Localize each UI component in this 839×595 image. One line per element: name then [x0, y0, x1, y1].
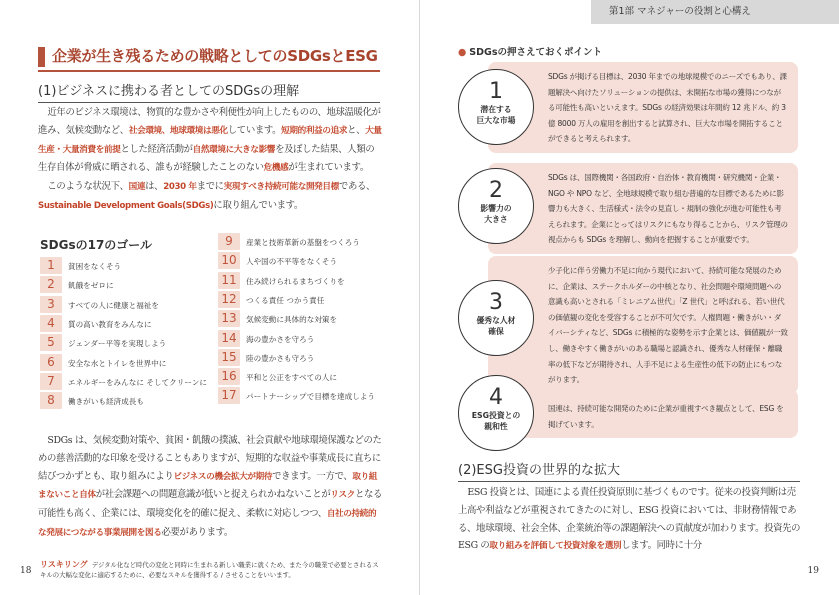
text-run: と、: [347, 124, 366, 136]
text-run: ESG 投資とは、国連による責任投資原則に基づくものです。従来の投資判断は売上高や利益などが重視されてきたのに対し、ESG 投資においては、非財務情報である、地球環境、社会全体、企業統治等の課題解決への貢献度が加わります。投資先の ESG の: [458, 487, 801, 552]
point-number: 1: [489, 79, 503, 104]
goal-number: 15: [218, 349, 240, 366]
goal-label: 安全な水とトイレを世界中に: [68, 358, 167, 368]
highlight: 2030 年: [163, 182, 197, 193]
points-heading: [458, 44, 602, 58]
point-text-box: SDGs は、国際機関・各国政府・自治体・教育機関・研究機関・企業・NGO や NPO など、全地球規模で取り組む普遍的な目標であるために影響力も大きく、生活様式・法令の見直し・規制の強化が進む可能性も考えられます。企業にとってはリスクにもなり得ることから、リスク管理の視点からも SDGs を理解し、動向を把握することが重要です。: [488, 163, 798, 254]
goal-label: つくる責任 つかう責任: [246, 295, 325, 305]
goal-number: 5: [40, 334, 62, 351]
point-label-line: 優秀な人材: [476, 316, 516, 325]
goal-number: 9: [218, 233, 240, 250]
goal-label: すべての人に健康と福祉を: [68, 300, 159, 310]
point-badge: [458, 168, 534, 244]
goal-number: 11: [218, 272, 240, 289]
goal-label: 平和と公正をすべての人に: [246, 373, 337, 383]
text-run: までに: [196, 181, 224, 193]
point-label-line: 確保: [488, 327, 504, 336]
text-run: である、: [338, 181, 376, 193]
point-number: 4: [489, 385, 503, 410]
goal-label: 産業と技術革新の基盤をつくろう: [246, 238, 360, 247]
goal-number: 10: [218, 252, 240, 269]
point-label-line: 潜在する: [480, 105, 512, 114]
paragraph-un: [38, 178, 383, 216]
highlight: 取り組みを評価して投資対象を選別: [489, 541, 622, 552]
highlight: ビジネスの機会拡大が期待: [173, 471, 273, 482]
text-run: このような状況下、: [47, 181, 129, 193]
text-run: 必要があります。: [161, 526, 233, 538]
page-number-right: 19: [807, 566, 819, 576]
text-run: を及ぼした結果、人類の生存自体が脅威に晒される、誰もが経験したことのない: [38, 143, 375, 174]
text-run: となる可能性も高く、企業には、環境変化を的確に捉え、柔軟に対応しつつ、: [38, 489, 383, 520]
highlight: 危機感: [263, 163, 289, 174]
goal-number: 6: [40, 354, 62, 371]
left-page: [0, 0, 419, 595]
chapter-title: [38, 44, 380, 72]
text-run: SDGs は、気候変動対策や、貧困・飢餓の撲滅、社会貢献や地球環境保護などのための慈善活動的な印象を受けることもありますが、短期的な収益や事業成長に直ちに結びつかずとも、取り組みにより: [38, 435, 382, 482]
highlight: 自社の持続的な発展につながる事業展開を図る: [38, 509, 377, 538]
point-text-box: 少子化に伴う労働力不足に向かう現代において、持続可能な発展のために、企業は、ステークホルダーの中核となり、社会問題や環境問題への意識も高いとされる「ミレニアム世代」「Z 世代」と呼ばれる、若い世代の価値観の変化を受容することが不可欠です。人権問題・働きがい・ダイバーシティなど、SDGs に積極的な姿勢を示す企業とは、価値観が一致し、働きやすく働きがいのある職場と認識され、優秀な人材確保・離職率の低下などが期待され、人手不足による生産性の低下の防止にもつながります。: [488, 256, 798, 394]
goal-label: パートナーシップで目標を達成しよう: [246, 392, 376, 402]
point-label-line: 大きさ: [484, 215, 508, 224]
point-text-box: 国連は、持続可能な開発のために企業が重視すべき観点として、ESG を掲げています。: [488, 389, 798, 438]
goal-label: 飢餓をゼロに: [68, 281, 114, 291]
highlight: リスク: [330, 490, 355, 501]
point-text-box: SDGs が掲げる目標は、2030 年までの地球規模でのニーズでもあり、課題解決へ向けたソリューションの提供は、未開拓な市場の獲得につながる可能性も高いといえます。SDGs の経済効果は年間約 12 兆ドル、約 3 億 8000 万人の雇用を創出すると試算され、巨大な市場を開拓することができると考えられます。: [488, 62, 798, 153]
point-label-line: 影響力の: [480, 204, 512, 213]
highlight: 短期的利益の追求: [281, 125, 348, 136]
page-number-left: 18: [20, 566, 32, 576]
sdgs-paragraph: [38, 432, 383, 543]
highlight: 大量生産・大量消費を前提: [38, 125, 382, 155]
goals-heading: SDGsの17のゴール: [40, 238, 153, 252]
esg-paragraph: [458, 484, 803, 556]
chapter-title-text: 企業が生き残るための戦略としてのSDGsとESG: [52, 47, 378, 65]
highlight: 実現すべき持続可能な開発目標: [223, 182, 339, 193]
right-page: [420, 0, 839, 595]
footnote-text: デジタル化など時代の変化と同時に生まれる新しい職業に就くため、また今の職業で必要とされるスキルの大幅な変化に適応するために、必要なスキルを獲得する / させることをいいます。: [40, 561, 379, 579]
goal-label: 貧困をなくそう: [68, 262, 122, 271]
goal-label: エネルギーをみんなに そしてクリーンに: [68, 377, 207, 387]
goal-number: 2: [40, 276, 62, 293]
highlight: Sustainable Development Goals(SDGs): [38, 200, 214, 211]
goal-label: ジェンダー平等を実現しよう: [68, 339, 167, 349]
goal-number: 1: [40, 257, 62, 274]
section-2-heading: (2)ESG投資の世界的な拡大: [458, 459, 800, 482]
paragraph-environment: [38, 104, 383, 178]
highlight: 社会環境、地球環境は悪化: [128, 125, 228, 136]
point-label-line: 巨大な市場: [476, 116, 516, 125]
text-run: 近年のビジネス環境は、物質的な豊かさや利便性が向上したものの、地球温暖化が進み、気候変動など、: [38, 107, 381, 136]
goal-number: 16: [218, 368, 240, 385]
text-run: が社会課題への問題意識が低いと捉えられかねないことが: [95, 489, 331, 501]
goal-number: 14: [218, 330, 240, 347]
point-badge: [458, 280, 534, 356]
text-run: に取り組んでいます。: [213, 199, 303, 211]
text-run: します。同時に十分: [621, 540, 702, 552]
title-accent-bar: [38, 47, 45, 67]
footnote: [40, 560, 380, 580]
goal-label: 気候変動に具体的な対策を: [246, 315, 338, 325]
point-label-line: 親和性: [484, 422, 508, 431]
highlight: 自然環境に大きな影響: [192, 144, 276, 155]
goal-number: 3: [40, 296, 62, 313]
text-run: が生まれています。: [288, 162, 369, 174]
point-label-line: ESG投資との: [471, 411, 521, 420]
text-run: しています。: [227, 124, 282, 136]
running-head: 第1部 マネジャーの役割と心構え: [591, 0, 839, 24]
highlight: 国連: [128, 182, 146, 193]
bullet-dot-icon: ●: [458, 47, 467, 58]
goal-number: 7: [40, 373, 62, 390]
paragraph-business: [38, 432, 383, 543]
goal-label: 住み続けられるまちづくりを: [246, 276, 345, 286]
goal-number: 12: [218, 291, 240, 308]
point-badge: [458, 375, 534, 451]
goal-label: 海の豊かさを守ろう: [246, 334, 315, 344]
goal-label: 人や国の不平等をなくそう: [246, 257, 338, 267]
footnote-term: リスキリング: [40, 560, 88, 569]
paragraph-esg: [458, 484, 803, 556]
text-run: できます。一方で、: [272, 470, 353, 482]
section-1-heading: (1)ビジネスに携わる者としてのSDGsの理解: [38, 80, 380, 103]
goal-number: 8: [40, 392, 62, 409]
goal-number: 4: [40, 315, 62, 332]
text-run: は、: [145, 181, 164, 193]
text-run: とした経済活動が: [120, 143, 193, 155]
points-heading-text: SDGsの押さえておくポイント: [469, 47, 602, 58]
intro-paragraph: [38, 104, 383, 216]
goal-label: 質の高い教育をみんなに: [68, 319, 152, 329]
point-number: 2: [489, 178, 503, 203]
point-number: 3: [489, 290, 503, 315]
highlight: 取り組まないこと自体: [38, 471, 378, 501]
goal-label: 働きがいも経済成長も: [68, 397, 144, 407]
goal-label: 陸の豊かさも守ろう: [246, 353, 315, 363]
point-badge: [458, 69, 534, 145]
goal-number: 13: [218, 310, 240, 327]
goal-number: 17: [218, 387, 240, 404]
